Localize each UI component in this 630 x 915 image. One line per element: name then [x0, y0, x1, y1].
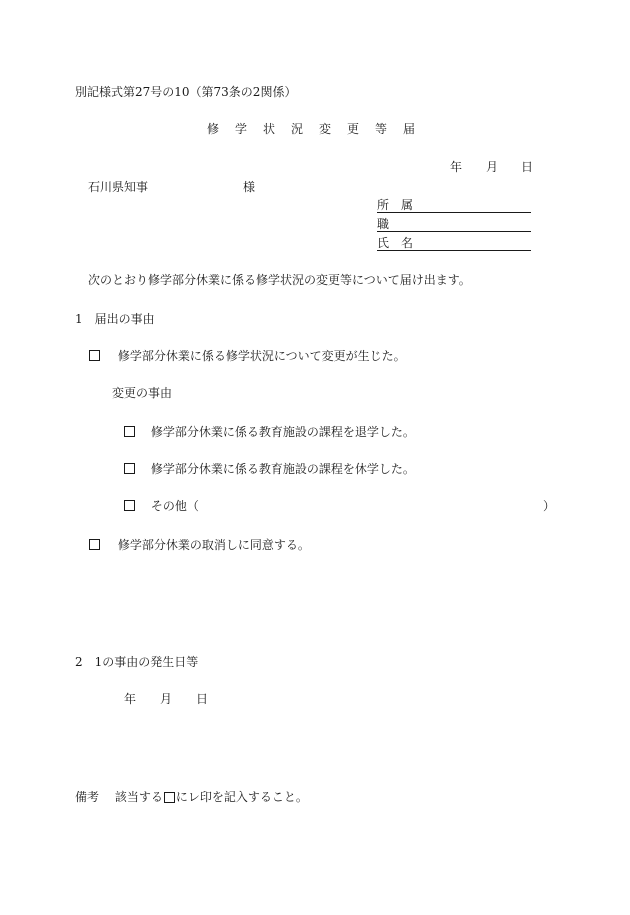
- reason-leave-row: [124, 462, 415, 476]
- note-text-after: にレ印を記入すること。: [175, 790, 308, 804]
- reason-other-row: [124, 499, 199, 513]
- option-change-row: [89, 349, 406, 363]
- position-field[interactable]: [377, 217, 531, 232]
- intro-text: 次のとおり修学部分休業に係る修学状況の変更等について届け出ます。: [88, 273, 471, 287]
- date-month: 月: [486, 160, 499, 174]
- title-char: 学: [235, 122, 248, 136]
- occurrence-year: 年: [124, 692, 137, 706]
- note-row: [75, 790, 308, 804]
- note-label: 備考: [75, 790, 100, 804]
- option-change-checkbox[interactable]: [89, 350, 100, 361]
- title-char: 況: [291, 122, 304, 136]
- reason-other-input[interactable]: [190, 499, 535, 513]
- form-number: 別記様式第27号の10（第73条の2関係）: [75, 85, 297, 99]
- change-reason-label: 変更の事由: [112, 386, 173, 400]
- title-char: 変: [319, 122, 332, 136]
- section1-heading: 1 届出の事由: [75, 312, 155, 326]
- date-day: 日: [521, 160, 534, 174]
- addressee-honorific: 様: [243, 180, 256, 194]
- reason-withdraw-checkbox[interactable]: [124, 426, 135, 437]
- note-text-before: 該当する: [114, 790, 163, 804]
- option-cancel-checkbox[interactable]: [89, 539, 100, 550]
- date-year: 年: [450, 160, 463, 174]
- reason-other-close: ）: [543, 499, 556, 513]
- option-change-label: 修学部分休業に係る修学状況について変更が生じた。: [117, 349, 406, 363]
- occurrence-month: 月: [160, 692, 173, 706]
- reason-other-checkbox[interactable]: [124, 500, 135, 511]
- title-char: 修: [207, 122, 220, 136]
- section2-heading: 2 1の事由の発生日等: [75, 655, 199, 669]
- reason-leave-checkbox[interactable]: [124, 463, 135, 474]
- addressee-name: 石川県知事: [88, 180, 149, 194]
- option-cancel-label: 修学部分休業の取消しに同意する。: [117, 538, 310, 552]
- reason-leave-label: 修学部分休業に係る教育施設の課程を休学した。: [150, 462, 415, 476]
- title-char: 等: [375, 122, 388, 136]
- title-char: 状: [263, 122, 276, 136]
- affiliation-field[interactable]: [377, 198, 531, 213]
- note-checkbox-icon: [164, 792, 175, 803]
- reason-withdraw-label: 修学部分休業に係る教育施設の課程を退学した。: [150, 425, 415, 439]
- name-field[interactable]: [377, 236, 531, 251]
- affiliation-label: 所 属: [377, 198, 414, 212]
- occurrence-day: 日: [196, 692, 209, 706]
- position-label: 職: [377, 217, 390, 231]
- option-cancel-row: [89, 538, 310, 552]
- reason-withdraw-row: [124, 425, 415, 439]
- document-title: [207, 122, 431, 136]
- title-char: 更: [347, 122, 360, 136]
- title-char: 届: [403, 122, 416, 136]
- name-label: 氏 名: [377, 236, 414, 250]
- reason-other-label: その他（: [150, 499, 199, 513]
